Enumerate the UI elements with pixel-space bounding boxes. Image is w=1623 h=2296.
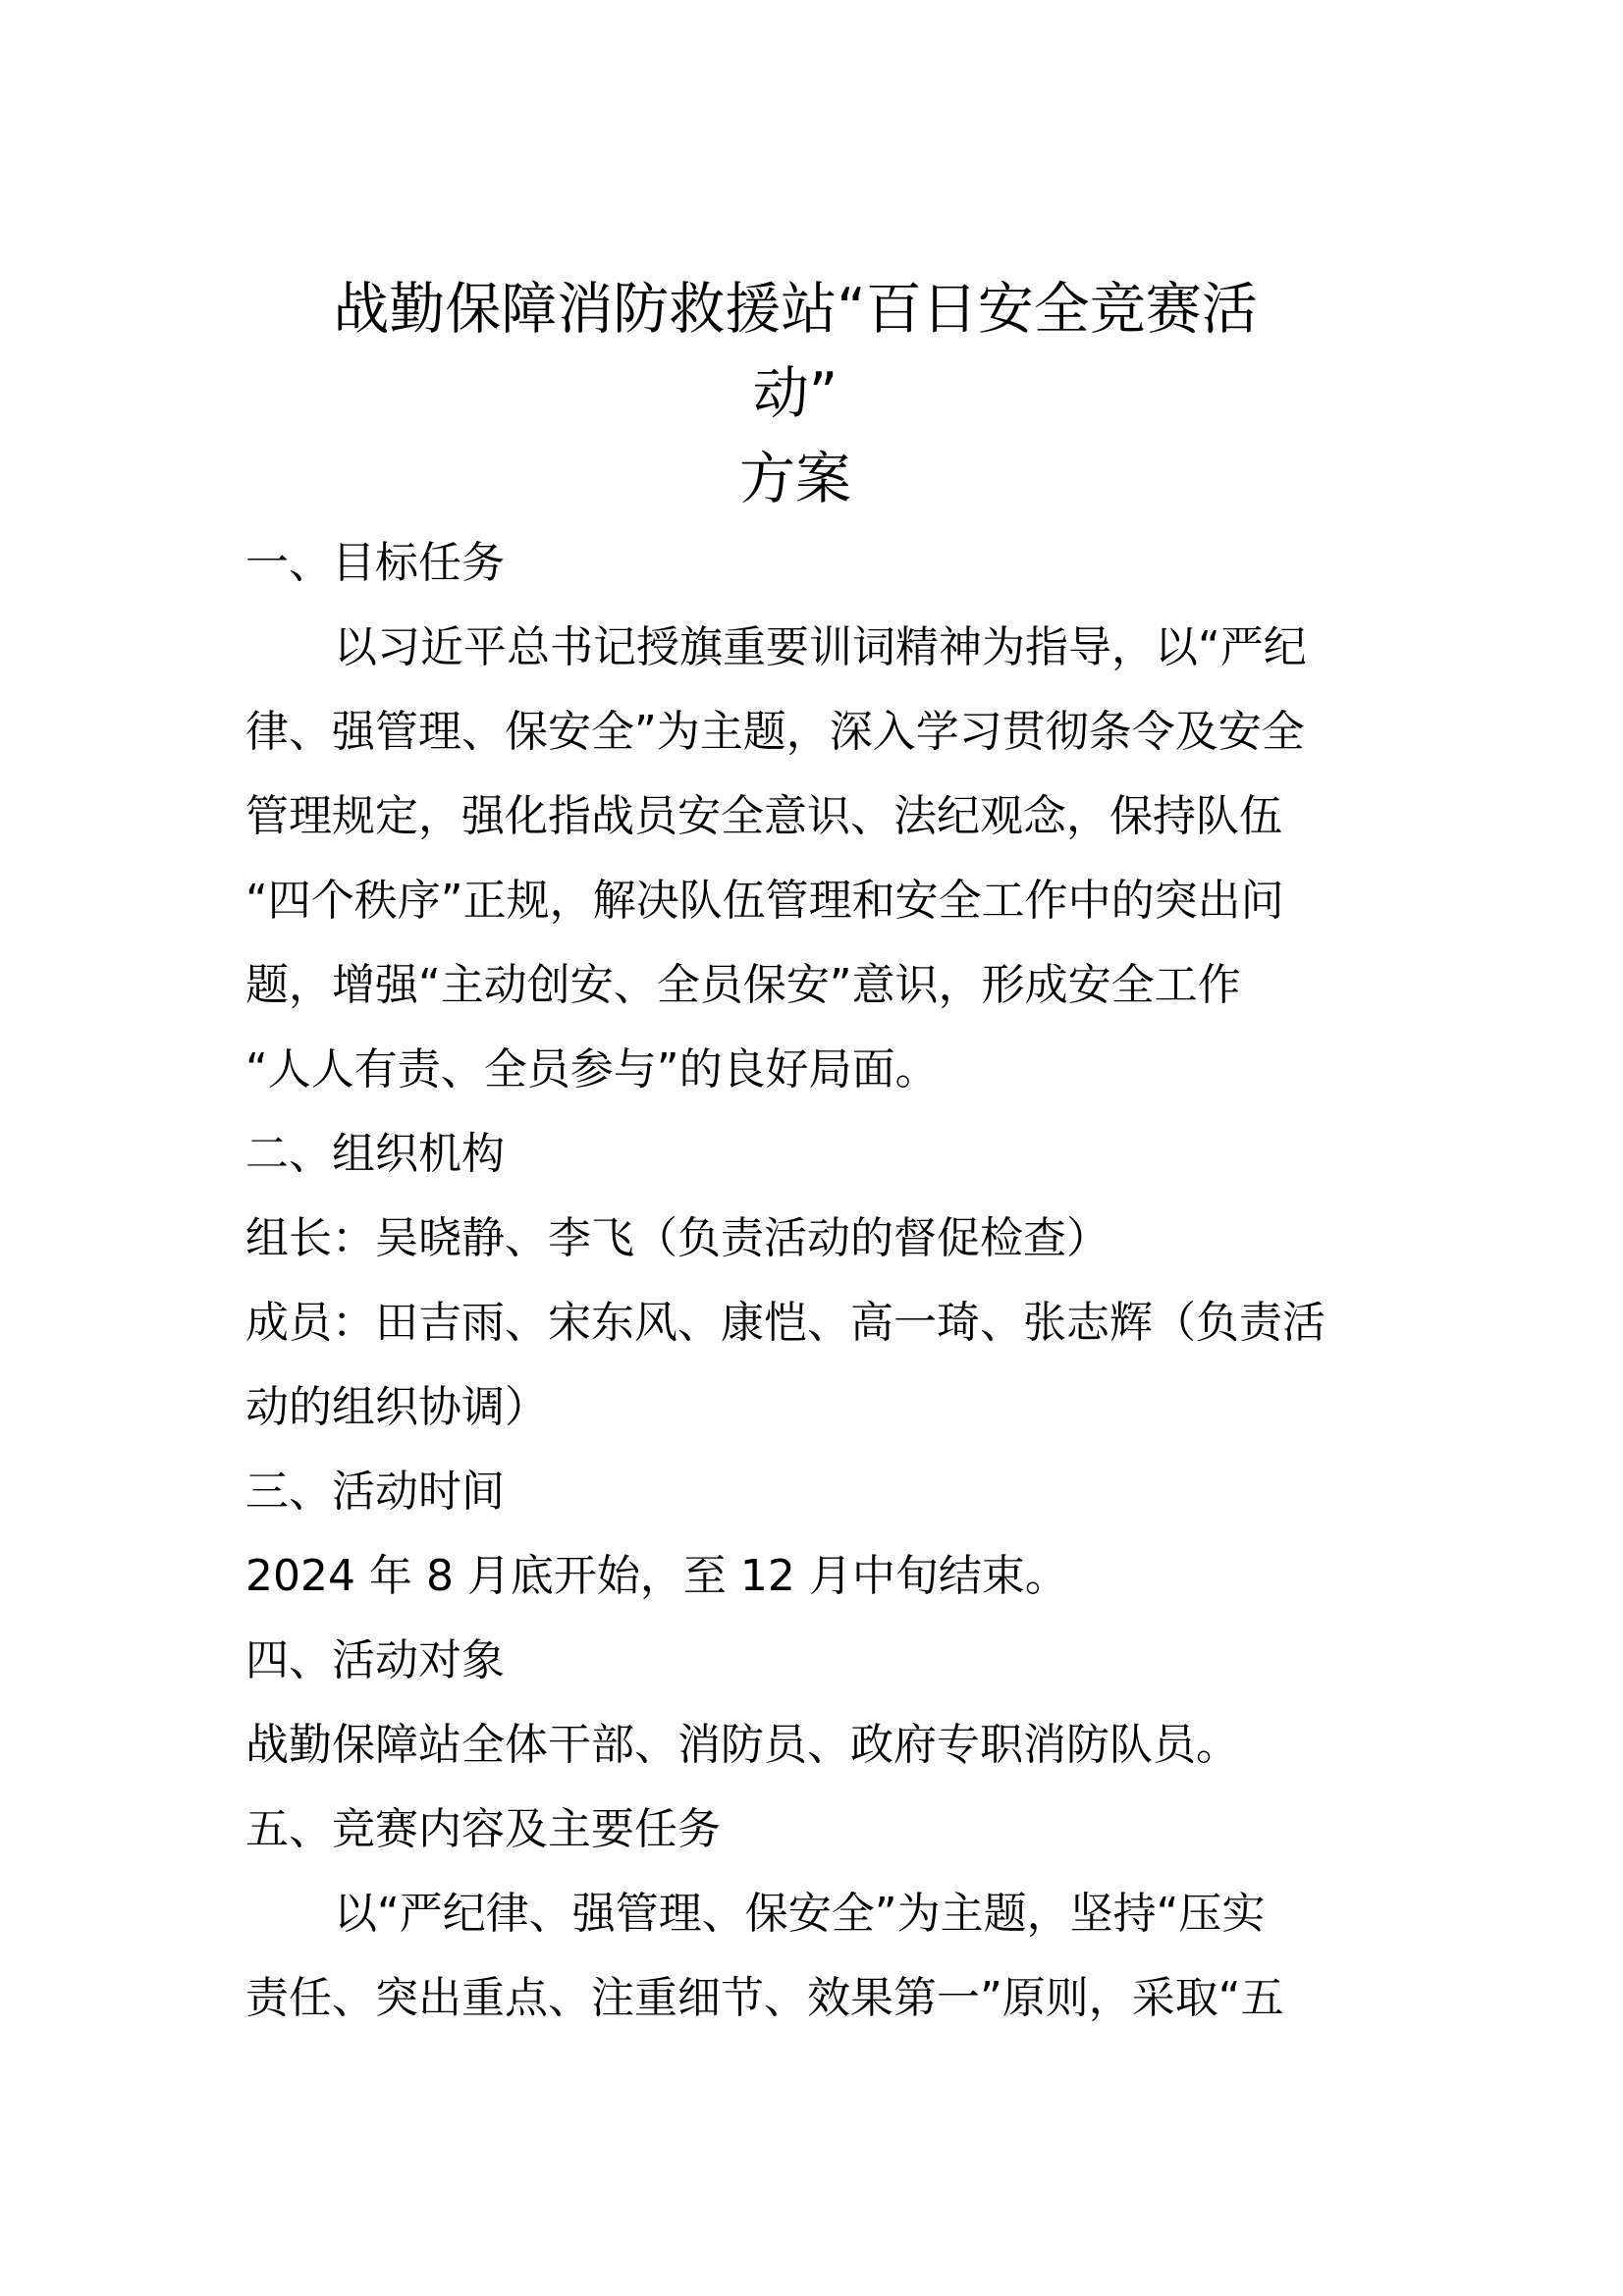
- section-heading-content: 五、竞赛内容及主要任务: [245, 1804, 721, 1854]
- paragraph-line: 题，增强“主动创安、全员保安”意识，形成安全工作: [245, 960, 1241, 1010]
- paragraph-line: “人人有责、全员参与”的良好局面。: [245, 1044, 939, 1095]
- paragraph-line: 律、强管理、保安全”为主题，深入学习贯彻条令及安全: [245, 707, 1305, 757]
- paragraph-line: 2024 年 8 月底开始，至 12 月中旬结束。: [245, 1551, 1068, 1601]
- section-heading-participants: 四、活动对象: [245, 1635, 505, 1685]
- paragraph-line: 以“严纪律、强管理、保安全”为主题，坚持“压实: [334, 1889, 1266, 1939]
- section-heading-organization: 二、组织机构: [245, 1129, 505, 1179]
- paragraph-line: 成员：田吉雨、宋东风、康恺、高一琦、张志辉（负责活: [245, 1298, 1325, 1348]
- paragraph-line: “四个秩序”正规，解决队伍管理和安全工作中的突出问: [245, 876, 1284, 926]
- paragraph-line: 战勤保障站全体干部、消防员、政府专职消防队员。: [245, 1720, 1239, 1770]
- paragraph-line: 动的组织协调）: [245, 1382, 548, 1432]
- paragraph-line: 管理规定，强化指战员安全意识、法纪观念，保持队伍: [245, 791, 1282, 841]
- section-heading-goals: 一、目标任务: [245, 538, 505, 588]
- document-title-line-1: 战勤保障消防救援站“百日安全竞赛活: [333, 277, 1258, 342]
- document-title-line-3: 方案: [739, 447, 851, 511]
- document-title-line-2: 动”: [752, 361, 839, 426]
- paragraph-line: 组长：吴晓静、李飞（负责活动的督促检查）: [245, 1213, 1109, 1263]
- paragraph-line: 责任、突出重点、注重细节、效果第一”原则，采取“五: [245, 1973, 1284, 2023]
- section-heading-time: 三、活动时间: [245, 1467, 505, 1517]
- paragraph-line: 以习近平总书记授旗重要训词精神为指导，以“严纪: [334, 622, 1307, 672]
